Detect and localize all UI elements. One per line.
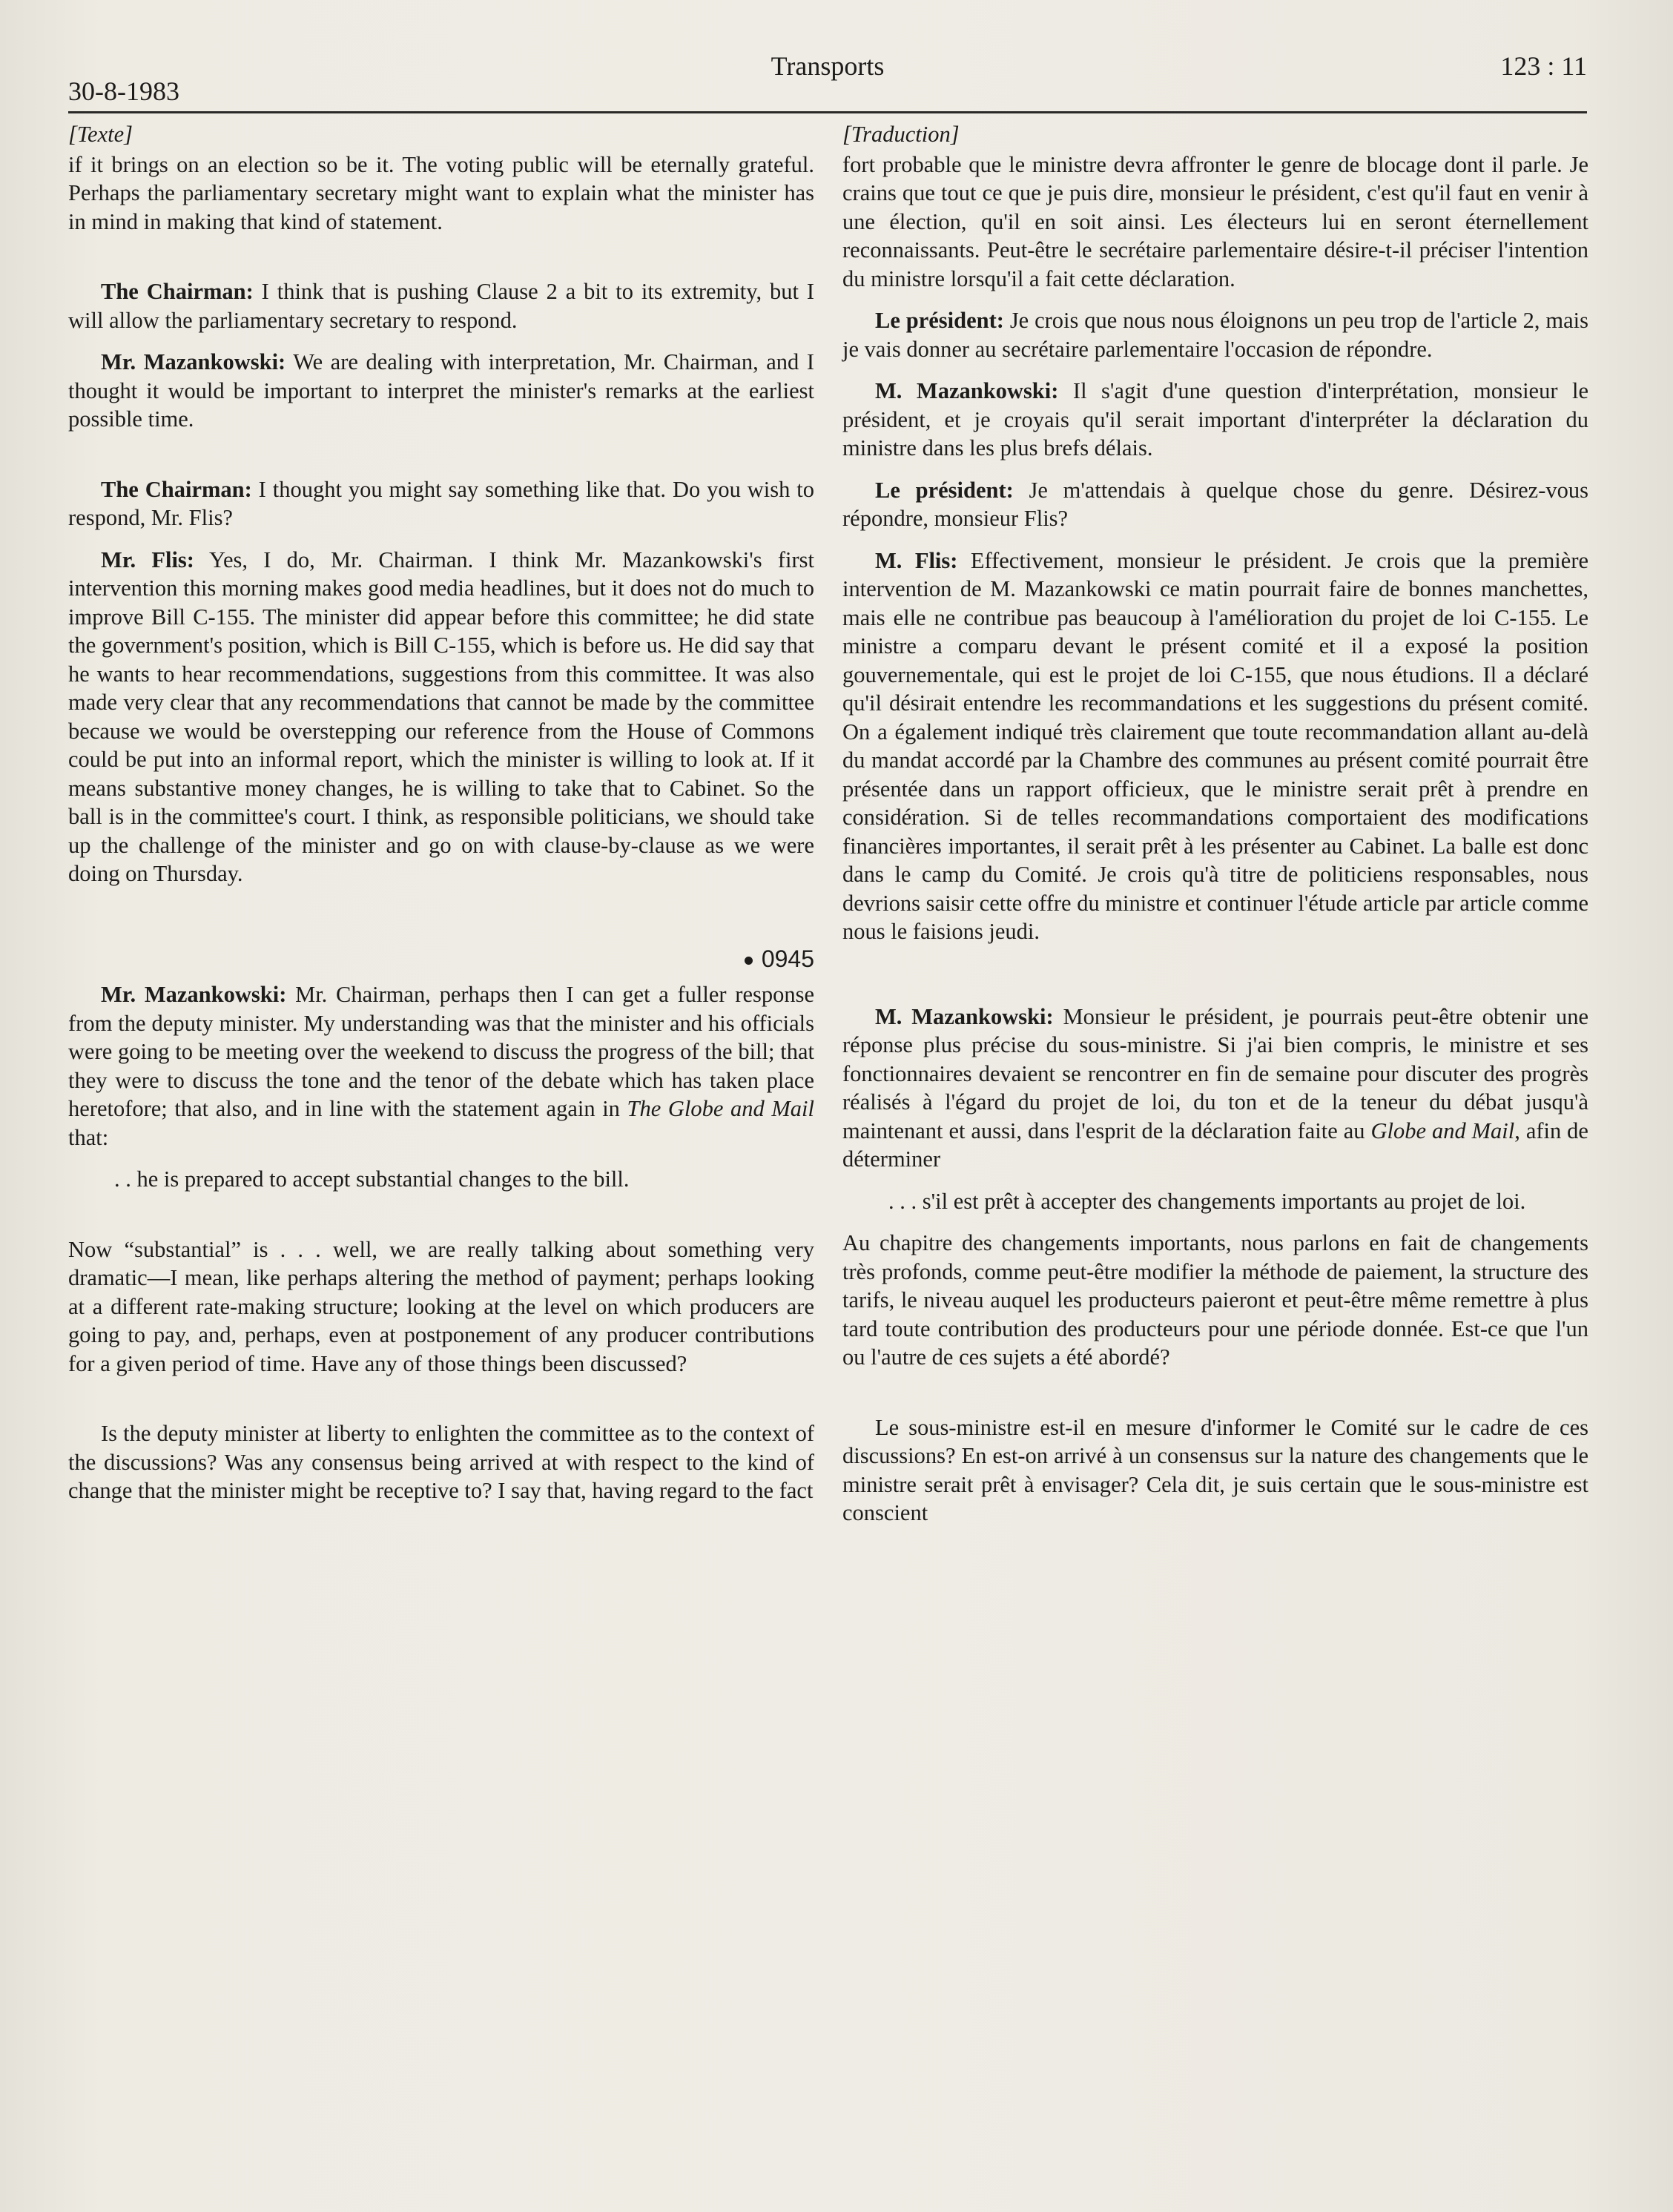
paragraph <box>68 348 814 434</box>
speaker-name: M. Mazankowski: <box>875 1003 1054 1029</box>
paragraph <box>68 475 814 532</box>
paragraph: if it brings on an election so be it. The voting public will be eternally grateful. Perhaps the parliamentary secretary might want to explain what the minister has in mind in making that kind of statement. <box>68 151 814 234</box>
paragraph <box>842 476 1588 533</box>
speech-text: that: <box>68 1124 109 1150</box>
speaker-name: Mr. Mazankowski: <box>101 349 286 374</box>
time-marker <box>68 945 814 974</box>
speech-text: Monsieur le président, je pourrais peut-être obtenir une réponse plus précise du sous-ministre. Si j'ai bien compris, le ministre et ses fonctionnaires devaient se rencontrer en fin de semaine pour discuter des progrès réalisés à l'égard du projet de loi, du ton et de la teneur du débat jusqu'à maintenant et aussi, dans l'esprit de la déclaration faite au <box>842 1003 1589 1143</box>
publication-title: Globe and Mail <box>1370 1117 1515 1143</box>
english-column <box>68 120 814 1519</box>
speaker-name: Mr. Flis: <box>101 547 194 572</box>
speaker-name: The Chairman: <box>101 476 252 502</box>
column-label: [Traduction] <box>842 122 960 147</box>
paragraph <box>842 1003 1588 1174</box>
time-marker-text: 0945 <box>761 945 814 972</box>
header-page-number: 123 : 11 <box>1500 51 1587 81</box>
quotation: . . . s'il est prêt à accepter des changements importants au projet de loi. <box>888 1188 1526 1214</box>
speaker-name: M. Flis: <box>875 547 958 573</box>
paragraph: Au chapitre des changements importants, nous parlons en fait de changements très profonds, comme peut-être modifier la méthode de paiement, la structure des tarifs, le niveau auquel les producteurs paieront et peut-être même remettre à plus tard toute contribution des producteurs pour une période donnée. Est-ce que l'un ou l'autre de ces sujets a été abordé? <box>842 1230 1588 1370</box>
speech-text: Mr. Chairman, perhaps then I can get a fuller response from the deputy minister. My understanding was that the minister and his officials were going to be meeting over the weekend to discuss the progress of the bill; that they were to discuss the tone and the tenor of the debate which has taken place heretofore; that also, and in line with the statement again in <box>68 982 815 1121</box>
paragraph: Le sous-ministre est-il en mesure d'informer le Comité sur le cadre de ces discussions? En est-on arrivé à un consensus sur la nature des changements que le ministre serait prêt à envisager? Cela dit, je suis certain que le sous-ministre est conscient <box>842 1414 1588 1525</box>
page-header <box>68 43 1587 113</box>
speaker-name: The Chairman: <box>101 279 254 304</box>
paragraph: Now “substantial” is . . . well, we are really talking about something very dramatic—I mean, like perhaps altering the method of payment; perhaps looking at a different rate-making structure; looking at the level on which producers are going to pay, and, perhaps, even at postponement of any producer contributions for a given period of time. Have any of those things been discussed? <box>68 1236 814 1376</box>
speech-text: Il s'agit d'une question d'interprétation, monsieur le président, et je croyais qu'il serait important d'interpréter la déclaration du ministre dans les plus brefs délais. <box>842 378 1589 460</box>
paragraph <box>68 277 814 334</box>
bullet-icon <box>745 957 753 965</box>
paragraph <box>842 547 1588 946</box>
header-title: Transports <box>770 51 885 81</box>
speech-text: I thought you might say something like that. Do you wish to respond, Mr. Flis? <box>68 476 814 530</box>
header-date: 30-8-1983 <box>68 76 179 106</box>
speech-text: We are dealing with interpretation, Mr. Chairman, and I thought it would be important to interpret the minister's remarks at the earliest possible time. <box>68 349 815 432</box>
speech-text: Yes, I do, Mr. Chairman. I think Mr. Mazankowski's first intervention this morning makes good media headlines, but it does not do much to improve Bill C-155. The minister did appear before this committee; he did state the government's position, which is Bill C-155, which is before us. He did say that he wants to hear recommendations, suggestions from this committee. It was also made very clear that any recommendations that cannot be made by the committee because we would be overstepping our reference from the House of Commons could be put into an informal report, which the minister is willing to look at. If it means substantive money changes, he is willing to take that to Cabinet. So the ball is in the committee's court. I think, as responsible politicians, we should take up the challenge of the minister and go on with clause-by-clause as we were doing on Thursday. <box>68 547 814 886</box>
paragraph: fort probable que le ministre devra affronter le genre de blocage dont il parle. Je crains que tout ce que je puis dire, monsieur le président, c'est qu'il faut en venir à une élection, qu'il en soit ainsi. Les électeurs lui en seront éternellement reconnaissants. Peut-être le secrétaire parlementaire désire-t-il préciser l'intention du ministre lorsqu'il a fait cette déclaration. <box>842 151 1588 291</box>
speaker-name: M. Mazankowski: <box>875 378 1059 403</box>
french-column <box>842 120 1588 1541</box>
speaker-name: Le président: <box>875 308 1004 333</box>
speaker-name: Mr. Mazankowski: <box>101 982 287 1007</box>
quotation: . . he is prepared to accept substantial changes to the bill. <box>114 1166 630 1192</box>
paragraph <box>842 306 1588 363</box>
speech-text: I think that is pushing Clause 2 a bit to its extremity, but I will allow the parliamentary secretary to respond. <box>68 279 815 333</box>
speech-text: Je m'attendais à quelque chose du genre. Désirez-vous répondre, monsieur Flis? <box>842 477 1588 531</box>
column-label: [Texte] <box>68 122 133 147</box>
paragraph <box>68 546 814 888</box>
paragraph <box>68 980 814 1152</box>
publication-title: The Globe and Mail <box>627 1096 814 1121</box>
paragraph <box>842 377 1588 463</box>
speech-text: , afin de déterminer <box>842 1117 1588 1172</box>
speech-text: Je crois que nous nous éloignons un peu trop de l'article 2, mais je vais donner au secrétaire parlementaire l'occasion de répondre. <box>842 308 1589 362</box>
speech-text: Effectivement, monsieur le président. Je crois que la première intervention de M. Mazankowski ce matin pourrait faire de bonnes manchettes, mais elle ne contribue pas beaucoup à l'amélioration du projet de loi C-155. Le ministre a comparu devant le présent comité et il a exposé la position gouvernementale, qui est le projet de loi C-155, que nous étudions. Il a déclaré qu'il désirait entendre les recommandations et les suggestions du présent comité. On a également indiqué très clairement que toute recommandation allant au-delà du mandat accordé par la Chambre des communes au présent comité pourrait être présentée dans un rapport officieux, que le ministre serait prêt à prendre en considération. Si de telles recommandations comportaient des modifications financières importantes, il serait prêt à les présenter au Cabinet. La balle est donc dans le camp du Comité. Je crois qu'à titre de politiciens responsables, nous devrions saisir cette offre du ministre et continuer l'étude article par article comme nous le faisions jeudi. <box>842 547 1589 944</box>
speaker-name: Le président: <box>875 477 1014 503</box>
paragraph: Is the deputy minister at liberty to enlighten the committee as to the context of the discussions? Was any consensus being arrived at with respect to the kind of change that the minister might be receptive to? I say that, having regard to the fact <box>68 1421 814 1503</box>
